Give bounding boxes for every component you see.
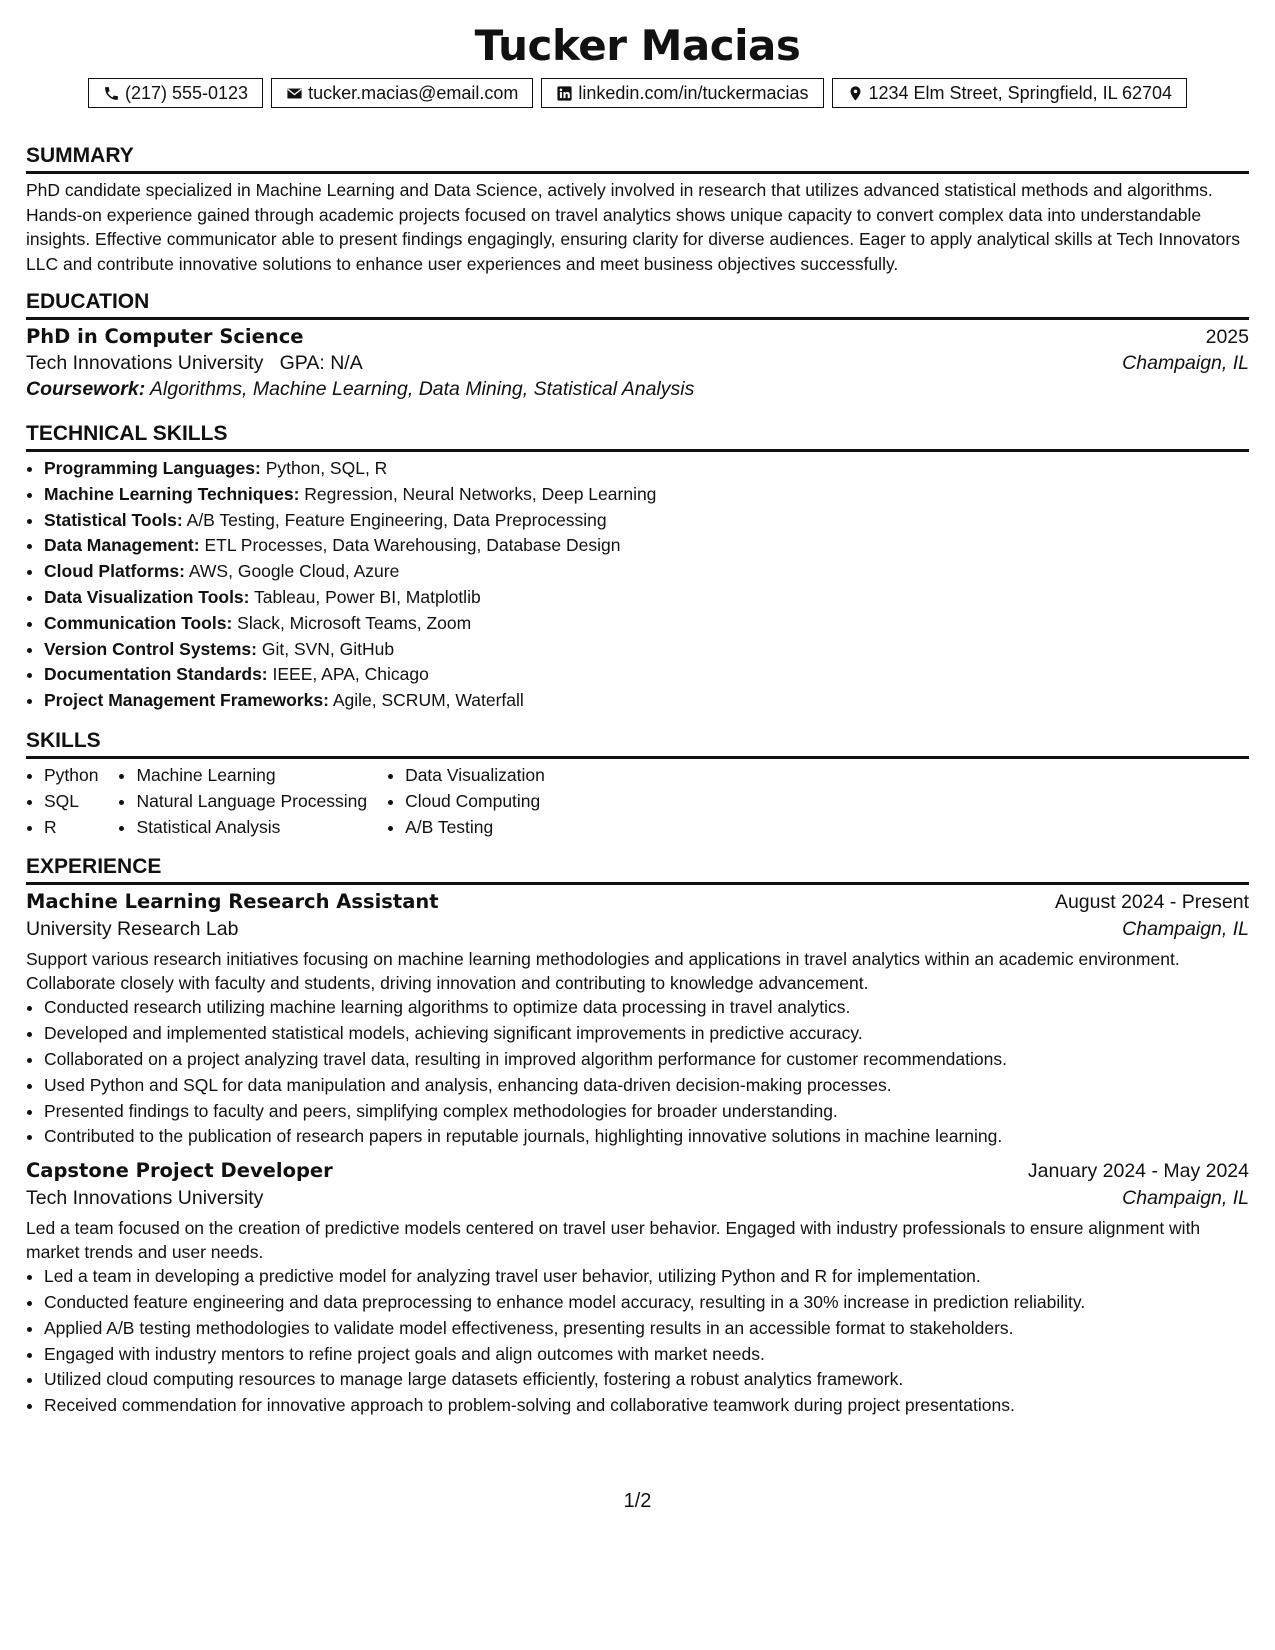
list-item: • Applied A/B testing methodologies to validate model effectiveness, presenting results in an accessible format to stakeholders. [44, 1316, 1249, 1342]
skill-value: ETL Processes, Data Warehousing, Database Design [204, 535, 621, 556]
list-item [44, 662, 1249, 688]
envelope-icon [286, 85, 303, 102]
skill-label: Data Visualization Tools: [44, 586, 250, 607]
skill-label: Machine Learning Techniques: [44, 483, 300, 504]
section-title: SKILLS [26, 728, 1249, 759]
list-item: • Received commendation for innovative approach to problem-solving and collaborative teamwork during project presentations. [44, 1393, 1249, 1419]
education-section [26, 289, 1249, 401]
job-role: Capstone Project Developer [26, 1159, 333, 1183]
list-item: • Natural Language Processing [136, 789, 367, 815]
section-title: SUMMARY [26, 143, 1249, 174]
technical-skills-list [26, 456, 1249, 714]
skills-column [118, 763, 367, 840]
skill-value: Slack, Microsoft Teams, Zoom [237, 612, 472, 633]
list-item [44, 611, 1249, 637]
skills-column [387, 763, 545, 840]
section-title: TECHNICAL SKILLS [26, 421, 1249, 452]
job-role: Machine Learning Research Assistant [26, 890, 439, 914]
school-line [26, 352, 363, 375]
list-item: • Engaged with industry mentors to refine project goals and align outcomes with market needs. [44, 1342, 1249, 1368]
skill-value: Python, SQL, R [265, 458, 388, 478]
contact-bar [26, 78, 1249, 108]
skill-label: Documentation Standards: [44, 664, 268, 685]
technical-skills-section [26, 421, 1249, 714]
job-org-row [26, 1187, 1249, 1210]
job-description: Support various research initiatives focusing on machine learning methodologies and applications in travel analytics within an academic environment. Collaborate closely with faculty and students, driving innovation and contributing to knowledge advancement. [26, 949, 1180, 994]
skill-label: Statistical Tools: [44, 509, 183, 530]
list-item: • A/B Testing [405, 815, 545, 841]
list-item [44, 533, 1249, 559]
skill-value: Tableau, Power BI, Matplotlib [254, 586, 481, 607]
list-item [44, 559, 1249, 585]
skill-label: Project Management Frameworks: [44, 690, 329, 711]
skills-section [26, 728, 1249, 840]
job-dates: August 2024 - Present [1054, 891, 1249, 914]
list-item: • Developed and implemented statistical models, achieving significant improvements in predictive accuracy. [44, 1021, 1249, 1047]
school: Tech Innovations University [26, 352, 264, 374]
job-bullets [26, 995, 1249, 1150]
coursework-list: Algorithms, Machine Learning, Data Mining, Statistical Analysis [149, 378, 695, 400]
email-contact[interactable] [271, 78, 533, 108]
section-title: EXPERIENCE [26, 854, 1249, 885]
degree: PhD in Computer Science [26, 325, 304, 348]
coursework [26, 378, 1249, 401]
skill-label: Version Control Systems: [44, 638, 257, 659]
summary-section [26, 143, 1249, 276]
skill-value: Agile, SCRUM, Waterfall [332, 690, 524, 711]
education-details [26, 352, 1249, 375]
email-text: tucker.macias@email.com [308, 82, 519, 103]
skill-value: A/B Testing, Feature Engineering, Data Preprocessing [186, 509, 607, 530]
list-item [44, 482, 1249, 508]
list-item: • Cloud Computing [405, 789, 545, 815]
list-item: • Machine Learning [136, 763, 367, 789]
list-item: • Contributed to the publication of research papers in reputable journals, highlighting innovative solutions in machine learning. [44, 1124, 1249, 1150]
education-location: Champaign, IL [1122, 352, 1249, 374]
job-header [26, 1159, 1249, 1183]
skill-label: Cloud Platforms: [44, 561, 185, 582]
list-item [44, 637, 1249, 663]
job-bullets [26, 1264, 1249, 1419]
coursework-label: Coursework: [26, 378, 146, 400]
section-title: EDUCATION [26, 289, 1249, 320]
gpa: GPA: N/A [279, 352, 363, 374]
phone-icon [103, 85, 120, 102]
phone-contact[interactable] [88, 78, 263, 108]
job-entry [26, 890, 1249, 1150]
job-description: Led a team focused on the creation of predictive models centered on travel user behavior. Engaged with industry professionals to ensure alignment with market trends and user needs. [26, 1218, 1201, 1263]
job-org: University Research Lab [26, 918, 239, 941]
list-item [44, 585, 1249, 611]
map-pin-icon [847, 85, 864, 102]
list-item: • Conducted research utilizing machine learning algorithms to optimize data processing in travel analytics. [44, 995, 1249, 1021]
skill-label: Communication Tools: [44, 612, 233, 633]
list-item: • Collaborated on a project analyzing travel data, resulting in improved algorithm performance for customer recommendations. [44, 1047, 1249, 1073]
list-item: • Statistical Analysis [136, 815, 367, 841]
list-item: • Python [44, 763, 98, 789]
job-dates: January 2024 - May 2024 [1027, 1160, 1249, 1183]
job-location: Champaign, IL [1122, 1187, 1249, 1210]
list-item: • Data Visualization [405, 763, 545, 789]
skill-value: Git, SVN, GitHub [261, 638, 395, 659]
phone-text: (217) 555-0123 [124, 82, 249, 103]
job-org: Tech Innovations University [26, 1187, 264, 1210]
address-text: 1234 Elm Street, Springfield, IL 62704 [868, 82, 1173, 103]
list-item: • Presented findings to faculty and peers, simplifying complex methodologies for broader understanding. [44, 1099, 1249, 1125]
skill-value: Regression, Neural Networks, Deep Learning [304, 483, 657, 504]
linkedin-contact[interactable] [541, 78, 823, 108]
list-item [44, 456, 1249, 482]
list-item [44, 508, 1249, 534]
list-item: • Utilized cloud computing resources to manage large datasets efficiently, fostering a robust analytics framework. [44, 1367, 1249, 1393]
address-contact[interactable] [832, 78, 1188, 108]
experience-section [26, 854, 1249, 1419]
summary-text: PhD candidate specialized in Machine Learning and Data Science, actively involved in research that utilizes advanced statistical methods and algorithms. Hands-on experience gained through academic projects focused on travel analytics shows unique capacity to convert complex data into understandable insights. Effective communicator able to present findings engagingly, ensuring clarity for diverse audiences. Eager to apply analytical skills at Tech Innovators LLC and contribute innovative solutions to enhance user experiences and meet business objectives successfully. [26, 180, 1240, 274]
list-item: • Used Python and SQL for data manipulation and analysis, enhancing data-driven decision-making processes. [44, 1073, 1249, 1099]
job-location: Champaign, IL [1122, 918, 1249, 941]
skills-columns [26, 763, 1249, 840]
linkedin-text: linkedin.com/in/tuckermacias [578, 82, 809, 103]
linkedin-icon [556, 85, 573, 102]
candidate-name: Tucker Macias [474, 21, 801, 70]
list-item: • Conducted feature engineering and data preprocessing to enhance model accuracy, resulting in a 30% increase in prediction reliability. [44, 1290, 1249, 1316]
education-header [26, 325, 1249, 349]
job-entry [26, 1159, 1249, 1419]
skill-value: AWS, Google Cloud, Azure [188, 561, 400, 582]
skill-label: Data Management: [44, 535, 200, 556]
list-item: • Led a team in developing a predictive model for analyzing travel user behavior, utilizing Python and R for implementation. [44, 1264, 1249, 1290]
list-item: • R [44, 815, 98, 841]
skill-label: Programming Languages: [44, 458, 261, 478]
graduation-year: 2025 [1205, 326, 1249, 348]
job-header [26, 890, 1249, 914]
page-number: 1/2 [623, 1490, 652, 1512]
skill-value: IEEE, APA, Chicago [272, 664, 429, 685]
list-item [44, 688, 1249, 714]
list-item: • SQL [44, 789, 98, 815]
resume-page [26, 18, 1249, 1419]
skills-column [26, 763, 98, 840]
job-org-row [26, 918, 1249, 941]
